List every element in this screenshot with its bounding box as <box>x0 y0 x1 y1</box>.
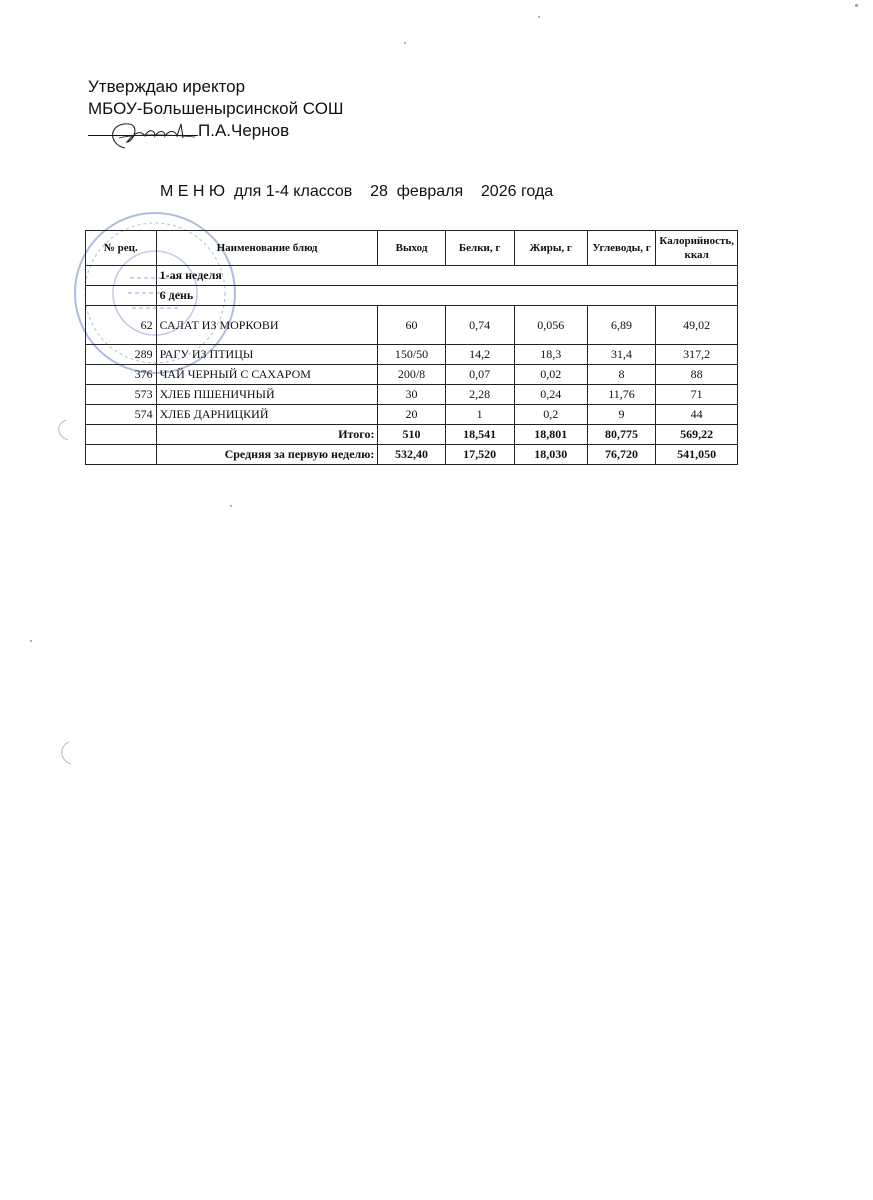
day-label: 6 день <box>156 286 737 306</box>
header-dish-name: Наименование блюд <box>156 231 378 266</box>
dish-name: ЧАЙ ЧЕРНЫЙ С САХАРОМ <box>156 365 378 385</box>
average-protein: 17,520 <box>445 445 514 465</box>
total-carbs: 80,775 <box>587 425 656 445</box>
header-kcal: Калорийность, ккал <box>656 231 738 266</box>
table-row <box>86 365 738 385</box>
dish-kcal: 44 <box>656 405 738 425</box>
dish-protein: 0,07 <box>445 365 514 385</box>
table-row <box>86 345 738 365</box>
dish-carbs: 31,4 <box>587 345 656 365</box>
dish-output: 20 <box>378 405 445 425</box>
dish-carbs: 11,76 <box>587 385 656 405</box>
average-row <box>86 445 738 465</box>
dish-fat: 0,056 <box>514 306 587 345</box>
dish-kcal: 49,02 <box>656 306 738 345</box>
total-row <box>86 425 738 445</box>
dish-name: САЛАТ ИЗ МОРКОВИ <box>156 306 378 345</box>
scan-speck <box>538 16 540 18</box>
scan-speck <box>30 640 32 642</box>
header-rec-number: № рец. <box>86 231 157 266</box>
scan-speck <box>404 42 406 44</box>
dish-kcal: 88 <box>656 365 738 385</box>
signatory-name: П.А.Чернов <box>198 121 290 140</box>
dish-output: 200/8 <box>378 365 445 385</box>
dish-carbs: 8 <box>587 365 656 385</box>
dish-kcal: 317,2 <box>656 345 738 365</box>
dish-output: 150/50 <box>378 345 445 365</box>
dish-name: РАГУ ИЗ ПТИЦЫ <box>156 345 378 365</box>
day-row <box>86 286 738 306</box>
rec-number: 574 <box>86 405 157 425</box>
total-kcal: 569,22 <box>656 425 738 445</box>
menu-title: М Е Н Ю для 1-4 классов 28 февраля 2026 года <box>160 183 554 200</box>
table-row <box>86 306 738 345</box>
header-protein: Белки, г <box>445 231 514 266</box>
dish-protein: 2,28 <box>445 385 514 405</box>
dish-name: ХЛЕБ ДАРНИЦКИЙ <box>156 405 378 425</box>
header-carbs: Углеводы, г <box>587 231 656 266</box>
dish-protein: 0,74 <box>445 306 514 345</box>
average-carbs: 76,720 <box>587 445 656 465</box>
rec-number: 289 <box>86 345 157 365</box>
dish-fat: 0,24 <box>514 385 587 405</box>
week-row <box>86 266 738 286</box>
handwritten-signature <box>105 118 200 152</box>
scan-speck <box>855 4 858 7</box>
average-fat: 18,030 <box>514 445 587 465</box>
rec-number: 376 <box>86 365 157 385</box>
scan-mark <box>52 418 72 442</box>
approval-line-1: Утверждаю иректор <box>88 77 246 96</box>
dish-carbs: 9 <box>587 405 656 425</box>
rec-number: 573 <box>86 385 157 405</box>
table-row <box>86 405 738 425</box>
header-fat: Жиры, г <box>514 231 587 266</box>
table-header-row <box>86 231 738 266</box>
total-label: Итого: <box>156 425 378 445</box>
dish-output: 30 <box>378 385 445 405</box>
dish-carbs: 6,89 <box>587 306 656 345</box>
scan-mark <box>55 740 75 766</box>
week-label: 1-ая неделя <box>156 266 737 286</box>
dish-protein: 14,2 <box>445 345 514 365</box>
dish-fat: 0,2 <box>514 405 587 425</box>
dish-name: ХЛЕБ ПШЕНИЧНЫЙ <box>156 385 378 405</box>
approval-line-2: МБОУ-Большенырсинской СОШ <box>88 99 344 118</box>
dish-output: 60 <box>378 306 445 345</box>
average-label: Средняя за первую неделю: <box>156 445 378 465</box>
header-output: Выход <box>378 231 445 266</box>
total-fat: 18,801 <box>514 425 587 445</box>
average-output: 532,40 <box>378 445 445 465</box>
total-protein: 18,541 <box>445 425 514 445</box>
scan-speck <box>230 505 232 507</box>
table-row <box>86 385 738 405</box>
menu-table <box>85 230 738 465</box>
dish-fat: 18,3 <box>514 345 587 365</box>
average-kcal: 541,050 <box>656 445 738 465</box>
dish-fat: 0,02 <box>514 365 587 385</box>
rec-number: 62 <box>86 306 157 345</box>
dish-protein: 1 <box>445 405 514 425</box>
total-output: 510 <box>378 425 445 445</box>
dish-kcal: 71 <box>656 385 738 405</box>
